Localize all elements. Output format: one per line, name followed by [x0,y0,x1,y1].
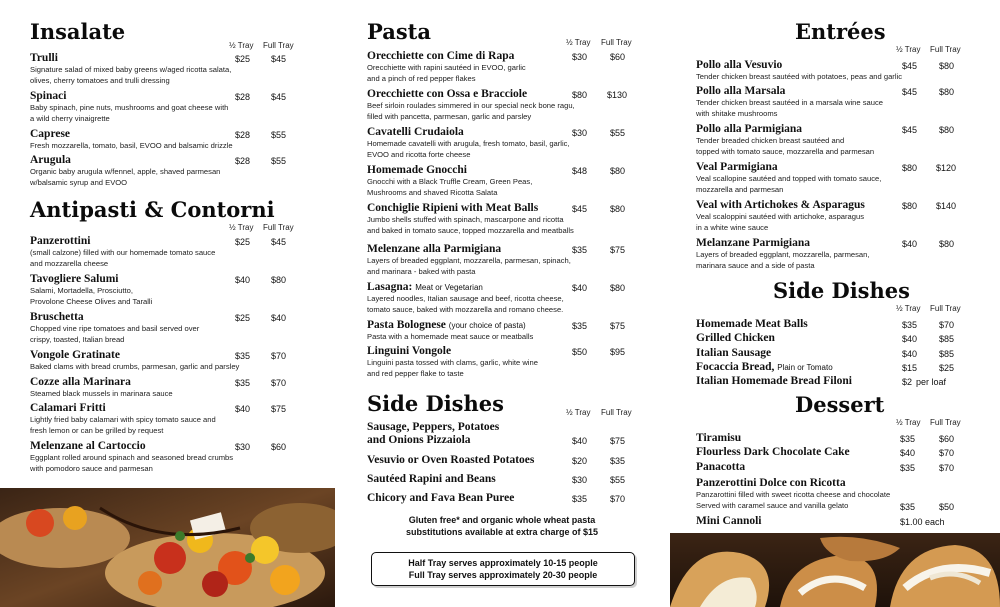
serving-info-box: Half Tray serves approximately 10-15 people Full Tray serves approximately 20-30 people [371,552,635,586]
price-full: $50 [939,502,955,512]
price-half: $30 [572,52,588,62]
menu-item: Melenzane al Cartoccio Eggplant rolled around spinach and seasoned bread crumbs with pomodoro sauce and parmesan [30,440,234,473]
price-half: $50 [572,347,588,357]
menu-item: Sausage, Peppers, Potatoes and Onions Pizzaiola [367,421,500,446]
price-full: $75 [610,245,626,255]
price-half: $35 [900,463,916,473]
price-each: $1.00 each [900,517,945,527]
price-full: $70 [610,494,626,504]
price-full: $70 [939,448,955,458]
price-full: $55 [610,475,626,485]
price-half: $40 [572,283,588,293]
price-half: $25 [235,54,251,64]
price-full: $55 [271,156,287,166]
menu-item: Cozze alla Marinara Steamed black mussels in marinara sauce [30,376,173,398]
price-full: $80 [271,275,287,285]
half-tray-header: ½ Tray [229,41,254,50]
price-full: $120 [936,163,957,173]
price-half: $80 [902,201,918,211]
price-half: $25 [235,237,251,247]
price-full: $70 [271,351,287,361]
price-full: $75 [271,404,287,414]
price-half: $28 [235,156,251,166]
price-full: $75 [610,321,626,331]
menu-item: Lasagna: Meat or Vegetarian Layered noodles, Italian sausage and beef, ricotta cheese, tomato sauce, baked with mozzarella and romano cheese. [367,281,564,314]
price-half: $45 [572,204,588,214]
full-tray-header: Full Tray [930,45,961,54]
price-full: per loaf [916,377,947,387]
side-dishes-title: Side Dishes [367,391,504,416]
half-tray-header: ½ Tray [896,304,921,313]
price-half: $35 [900,434,916,444]
price-half: $30 [235,442,251,452]
pasta-title: Pasta [367,19,431,44]
price-full: $55 [610,128,626,138]
price-full: $55 [271,130,287,140]
menu-item: Panzerottini Dolce con Ricotta Panzarottini filled with sweet ricotta cheese and chocolate Served with caramel sauce and vanilla gelato [696,477,891,510]
price-full: $60 [610,52,626,62]
menu-item: Melenzane alla Parmigiana Layers of breaded eggplant, mozzarella, parmesan, spinach, and marinara - baked with pasta [367,243,571,276]
menu-item: Homemade Gnocchi Gnocchi with a Black Truffle Cream, Green Peas, Mushrooms and shaved Ricotta Salata [367,164,533,197]
menu-item: Veal Parmigiana Veal scallopine sautéed and topped with tomato sauce, mozzarella and parmesan [696,161,882,194]
insalate-title: Insalate [30,19,126,44]
column-left [0,0,335,607]
menu-item: Pollo alla Marsala Tender chicken breast sautéed in a marsala wine sauce with shitake mushrooms [696,85,883,118]
price-half: $35 [572,494,588,504]
menu-item: Sautéed Rapini and Beans [367,473,496,485]
menu-item: Calamari Fritti Lightly fried baby calamari with spicy tomato sauce and fresh lemon or can be grilled by request [30,402,216,435]
menu-item: Veal with Artichokes & Asparagus Veal scaloppini sautéed with artichoke, asparagus in a white wine sauce [696,199,865,232]
half-tray-header: ½ Tray [896,418,921,427]
full-tray-header: Full Tray [263,223,294,232]
price-half: $35 [235,378,251,388]
menu-item: Pollo alla Vesuvio Tender chicken breast sautéed with potatoes, peas and garlic [696,59,903,81]
price-full: $60 [939,434,955,444]
price-half: $40 [902,239,918,249]
price-full: $80 [939,61,955,71]
price-half: $28 [235,92,251,102]
price-half: $15 [902,363,918,373]
price-full: $140 [936,201,957,211]
menu-item: Tiramisu [696,432,742,444]
price-half: $30 [572,475,588,485]
price-full: $80 [610,166,626,176]
price-full: $95 [610,347,626,357]
price-half: $45 [902,125,918,135]
price-full: $85 [939,349,955,359]
price-half: $30 [572,128,588,138]
menu-item: Linguini Vongole Linguini pasta tossed with clams, garlic, white wine and red pepper flake to taste [367,345,538,378]
menu-item: Focaccia Bread, Plain or Tomato [696,361,833,373]
menu-item: Italian Homemade Bread Filoni [696,375,852,387]
full-tray-header: Full Tray [263,41,294,50]
price-half: $80 [572,90,588,100]
half-tray-header: ½ Tray [566,408,591,417]
price-half: $35 [235,351,251,361]
menu-item: Cavatelli Crudaiola Homemade cavatelli with arugula, fresh tomato, basil, garlic, EVOO and ricotta forte cheese [367,126,570,159]
entrees-title: Entrées [795,19,886,44]
menu-item: Tavogliere Salumi Salami, Mortadella, Prosciutto, Provolone Cheese Olives and Taralli [30,273,153,306]
full-tray-header: Full Tray [930,304,961,313]
menu-item: Orecchiette con Ossa e Bracciole Beef sirloin roulades simmered in our special neck bone ragu, filled with pancetta, parmesan, garlic and parsley [367,88,575,121]
price-half: $2 [902,377,913,387]
price-full: $45 [271,54,287,64]
half-tray-header: ½ Tray [896,45,921,54]
price-half: $48 [572,166,588,176]
price-half: $35 [902,320,918,330]
price-full: $60 [271,442,287,452]
price-half: $40 [902,349,918,359]
half-tray-header: ½ Tray [566,38,591,47]
full-tray-header: Full Tray [930,418,961,427]
menu-item: Arugula Organic baby arugula w/fennel, apple, shaved parmesan w/balsamic syrup and EVOO [30,154,221,187]
price-full: $40 [271,313,287,323]
price-half: $35 [572,245,588,255]
menu-item: Melanzane Parmigiana Layers of breaded eggplant, mozzarella, parmesan, marinara sauce and a side of pasta [696,237,870,270]
price-half: $40 [900,448,916,458]
price-half: $40 [235,404,251,414]
price-full: $80 [610,204,626,214]
menu-item: Vesuvio or Oven Roasted Potatoes [367,454,535,466]
pastry-photo [670,533,1000,607]
price-half: $45 [902,61,918,71]
menu-item: Conchiglie Ripieni with Meat Balls Jumbo shells stuffed with spinach, mascarpone and ricotta and baked in tomato sauce, topped mozzarella and meatballs [367,202,574,235]
menu-item: Chicory and Fava Bean Puree [367,492,515,504]
full-tray-header: Full Tray [601,38,632,47]
menu-item: Italian Sausage [696,347,772,359]
menu-item: Pollo alla Parmigiana Tender breaded chicken breast sautéed and topped with tomato sauce, mozzarella and parmesan [696,123,875,156]
price-full: $80 [610,283,626,293]
price-full: $45 [271,237,287,247]
antipasti-title: Antipasti & Contorni [30,197,275,222]
menu-item: Mini Cannoli [696,515,762,527]
half-tray-header: ½ Tray [229,223,254,232]
bruschetta-photo [0,488,335,607]
price-full: $70 [939,320,955,330]
price-half: $80 [902,163,918,173]
price-half: $45 [902,87,918,97]
gluten-free-note: Gluten free* and organic whole wheat pasta substitutions available at extra charge of $15 [405,515,599,537]
price-full: $80 [939,87,955,97]
dessert-title: Dessert [795,392,885,417]
price-half: $40 [572,436,588,446]
price-full: $25 [939,363,955,373]
menu-item: Vongole Gratinate Baked clams with bread crumbs, parmesan, garlic and parsley [30,349,240,371]
price-full: $45 [271,92,287,102]
full-tray-header: Full Tray [601,408,632,417]
side-dishes-title: Side Dishes [773,278,910,303]
price-full: $70 [271,378,287,388]
price-half: $20 [572,456,588,466]
column-right [665,0,1000,607]
price-full: $130 [607,90,628,100]
menu-item: Bruschetta Chopped vine ripe tomatoes and basil served over crispy, toasted, Italian bread [30,311,200,344]
menu-item: Panacotta [696,461,746,473]
price-full: $80 [939,125,955,135]
menu-item: Homemade Meat Balls [696,318,808,330]
price-half: $40 [235,275,251,285]
price-full: $75 [610,436,626,446]
menu-item: Spinaci Baby spinach, pine nuts, mushrooms and goat cheese with a wild cherry vinaigrette [30,90,229,123]
price-full: $70 [939,463,955,473]
price-half: $35 [900,502,916,512]
price-full: $80 [939,239,955,249]
price-full: $35 [610,456,626,466]
price-half: $40 [902,334,918,344]
price-half: $35 [572,321,588,331]
menu-item: Flourless Dark Chocolate Cake [696,446,850,458]
column-middle [335,0,665,607]
price-half: $25 [235,313,251,323]
menu-item: Orecchiette con Cime di Rapa Orecchiette with rapini sautéed in EVOO, garlic and a pinch of red pepper flakes [367,50,526,83]
menu-item: Panzerottini (small calzone) filled with our homemade tomato sauce and mozzarella cheese [30,235,216,268]
price-full: $85 [939,334,955,344]
menu-item: Caprese Fresh mozzarella, tomato, basil, EVOO and balsamic drizzle [30,128,233,150]
menu-item: Trulli Signature salad of mixed baby greens w/aged ricotta salata, olives, cherry tomatoes and trulli dressing [30,52,232,85]
menu-item: Grilled Chicken [696,332,775,344]
price-half: $28 [235,130,251,140]
menu-item: Pasta Bolognese (your choice of pasta) Pasta with a homemade meat sauce or meatballs [367,319,534,341]
